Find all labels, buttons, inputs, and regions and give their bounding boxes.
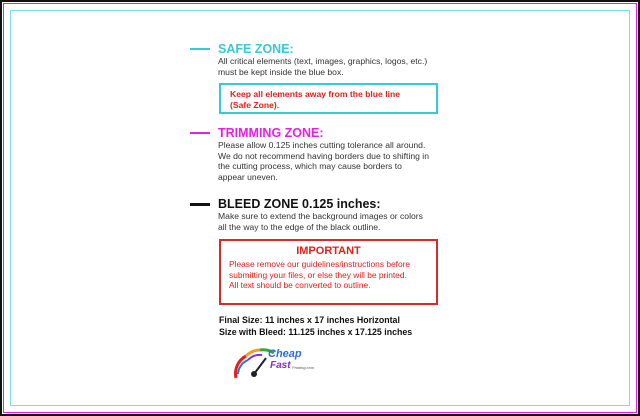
safe-zone-swatch — [190, 48, 210, 50]
bleed-zone-line: all the way to the edge of the black outline. — [218, 221, 381, 232]
logo-word-fast: Fast — [270, 360, 291, 371]
trimming-zone-line: We do not recommend having borders due to shifting in — [218, 150, 429, 161]
trimming-zone-title-text: TRIMMING ZONE: — [218, 126, 324, 140]
bleed-zone-swatch — [190, 203, 210, 206]
bleed-zone-section — [190, 197, 470, 232]
trimming-zone-line: the cutting process, which may cause borders to — [218, 161, 402, 171]
safe-zone-title-text: SAFE ZONE: — [218, 42, 294, 56]
important-line: submitting your files, or else they will be printed. — [229, 269, 407, 280]
important-box — [219, 239, 438, 305]
cheap-fast-printing-logo — [232, 344, 322, 382]
safe-box-line: (Safe Zone). — [230, 99, 280, 110]
trimming-zone-title — [190, 126, 470, 140]
safe-box-line: Keep all elements away from the blue line — [230, 89, 401, 99]
logo-word-cheap: Cheap — [268, 348, 302, 360]
safe-zone-title — [190, 42, 470, 56]
trimming-zone-description — [218, 140, 470, 182]
size-info — [219, 315, 412, 338]
bleed-size: Size with Bleed: 11.125 inches x 17.125 inches — [219, 326, 413, 337]
trimming-zone-line: Please allow 0.125 inches cutting tolerance all around. — [218, 140, 426, 150]
safe-zone-line: must be kept inside the blue box. — [218, 66, 344, 77]
safe-zone-line: All critical elements (text, images, graphics, logos, etc.) — [218, 56, 428, 66]
bleed-zone-line: Make sure to extend the background images or colors — [218, 211, 423, 221]
bleed-zone-title — [190, 197, 470, 211]
trimming-zone-section — [190, 126, 470, 182]
final-size: Final Size: 11 inches x 17 inches Horizontal — [219, 315, 400, 325]
bleed-zone-description — [218, 211, 470, 232]
important-title: IMPORTANT — [296, 245, 361, 257]
safe-zone-section — [190, 42, 470, 77]
safe-zone-description — [218, 56, 470, 77]
important-line: All text should be converted to outline. — [229, 280, 371, 290]
important-line: Please remove our guidelines/instructions before — [229, 259, 411, 269]
trimming-zone-line: appear uneven. — [218, 171, 278, 182]
trimming-zone-swatch — [190, 132, 210, 134]
bleed-zone-title-text: BLEED ZONE 0.125 inches: — [218, 197, 381, 211]
safe-zone-box — [219, 83, 438, 114]
logo-word-printing: Printing.com — [292, 365, 315, 370]
